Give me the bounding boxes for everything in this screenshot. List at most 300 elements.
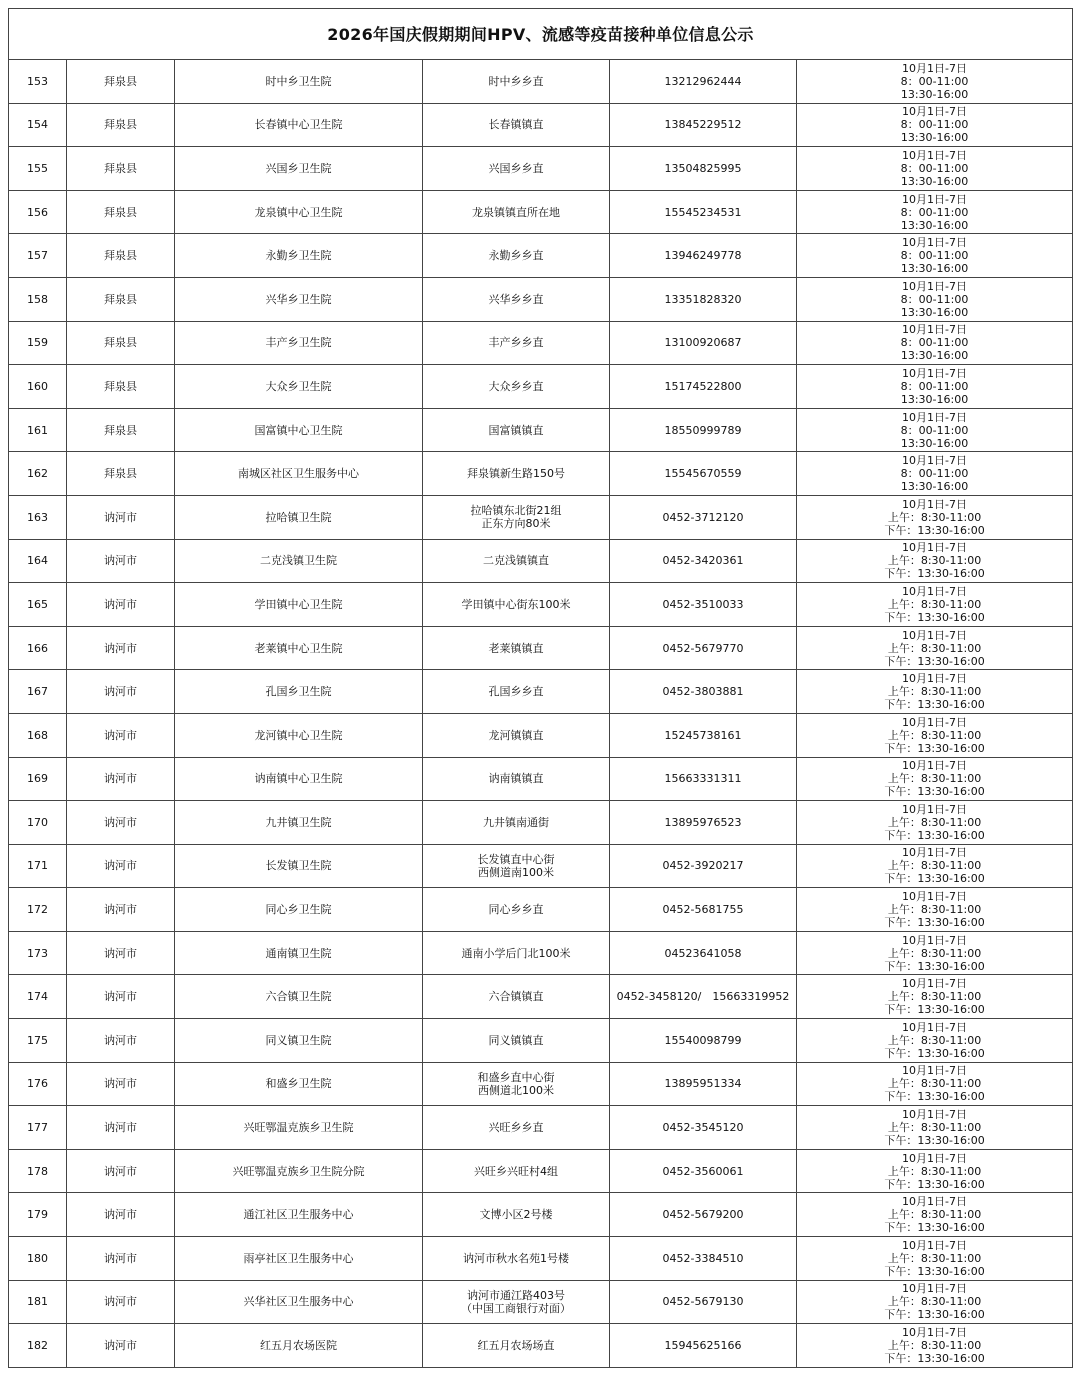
cell-county: 讷河市 [67, 888, 175, 932]
cell-address-line: 西侧道南100米 [478, 865, 554, 879]
cell-hours-line: 上午：8:30-11:00 [887, 859, 982, 873]
cell-address-line: 九井镇南通街 [483, 815, 549, 829]
cell-phone: 04523641058 [610, 931, 797, 975]
cell-hours-line: 8：00-11:00 [900, 292, 969, 306]
cell-address-line: 文博小区2号楼 [479, 1208, 553, 1222]
cell-county: 讷河市 [67, 844, 175, 888]
cell-unit-name: 兴华乡卫生院 [175, 277, 423, 321]
table-row [9, 801, 1073, 845]
cell-hours-line: 10月1日-7日 [902, 541, 967, 555]
cell-phone: 0452-3458120/ 15663319952 [610, 975, 797, 1019]
cell-unit-name: 通南镇卫生院 [175, 931, 423, 975]
cell-address-line: 二克浅镇镇直 [483, 554, 549, 568]
cell-county: 讷河市 [67, 1149, 175, 1193]
cell-number: 176 [9, 1062, 67, 1106]
cell-hours-line: 10月1日-7日 [902, 61, 967, 75]
cell-hours-line: 10月1日-7日 [902, 105, 967, 119]
cell-number: 170 [9, 801, 67, 845]
cell-phone: 0452-3510033 [610, 583, 797, 627]
cell-hours-line: 10月1日-7日 [902, 802, 967, 816]
cell-unit-name: 兴国乡卫生院 [175, 147, 423, 191]
cell-hours-line: 上午：8:30-11:00 [887, 1208, 982, 1222]
table-row [9, 495, 1073, 539]
cell-hours-line: 下午：13:30-16:00 [884, 741, 985, 755]
cell-number: 175 [9, 1019, 67, 1063]
cell-unit-name: 龙河镇中心卫生院 [175, 713, 423, 757]
cell-hours-line: 下午：13:30-16:00 [884, 523, 985, 537]
cell-hours-line: 10月1日-7日 [902, 279, 967, 293]
table-row [9, 277, 1073, 321]
table-row [9, 670, 1073, 714]
cell-hours-line: 上午：8:30-11:00 [887, 946, 982, 960]
cell-county: 拜泉县 [67, 234, 175, 278]
cell-county: 拜泉县 [67, 190, 175, 234]
cell-number: 160 [9, 365, 67, 409]
cell-address-line: 长发镇直中心街 [477, 852, 555, 866]
cell-hours-line: 下午：13:30-16:00 [884, 567, 985, 581]
cell-address [423, 495, 610, 539]
cell-address [423, 321, 610, 365]
cell-unit-name: 长春镇中心卫生院 [175, 103, 423, 147]
cell-hours-line: 13:30-16:00 [900, 392, 969, 406]
cell-address [423, 1106, 610, 1150]
cell-hours-line: 10月1日-7日 [902, 1282, 967, 1296]
cell-phone: 13845229512 [610, 103, 797, 147]
cell-phone: 0452-3920217 [610, 844, 797, 888]
cell-address-line: 学田镇中心街东100米 [461, 597, 571, 611]
cell-hours-line: 10月1日-7日 [902, 236, 967, 250]
cell-hours-line: 下午：13:30-16:00 [884, 872, 985, 886]
cell-county: 拜泉县 [67, 147, 175, 191]
cell-hours-line: 8：00-11:00 [900, 379, 969, 393]
cell-address [423, 1237, 610, 1281]
cell-address [423, 365, 610, 409]
cell-county: 讷河市 [67, 495, 175, 539]
cell-number: 178 [9, 1149, 67, 1193]
cell-address-line: 兴旺乡乡直 [488, 1121, 544, 1135]
table-row [9, 60, 1073, 104]
cell-hours-line: 下午：13:30-16:00 [884, 959, 985, 973]
cell-number: 162 [9, 452, 67, 496]
cell-hours [797, 626, 1073, 670]
cell-hours-line: 下午：13:30-16:00 [884, 610, 985, 624]
table-row [9, 713, 1073, 757]
cell-address-line: 丰产乡乡直 [488, 336, 544, 350]
cell-phone: 0452-3712120 [610, 495, 797, 539]
cell-address [423, 452, 610, 496]
cell-county: 讷河市 [67, 1193, 175, 1237]
cell-phone: 0452-5679130 [610, 1280, 797, 1324]
cell-number: 165 [9, 583, 67, 627]
cell-address [423, 1149, 610, 1193]
cell-hours-line: 上午：8:30-11:00 [887, 1295, 982, 1309]
cell-hours-line: 下午：13:30-16:00 [884, 1264, 985, 1278]
cell-address [423, 757, 610, 801]
cell-phone: 13100920687 [610, 321, 797, 365]
table-row [9, 1237, 1073, 1281]
table-row [9, 1019, 1073, 1063]
cell-county: 讷河市 [67, 1237, 175, 1281]
cell-hours-line: 下午：13:30-16:00 [884, 1221, 985, 1235]
cell-unit-name: 同心乡卫生院 [175, 888, 423, 932]
cell-hours [797, 60, 1073, 104]
cell-hours [797, 713, 1073, 757]
cell-county: 讷河市 [67, 670, 175, 714]
cell-hours [797, 583, 1073, 627]
cell-number: 182 [9, 1324, 67, 1368]
cell-number: 177 [9, 1106, 67, 1150]
cell-address [423, 888, 610, 932]
cell-hours-line: 10月1日-7日 [902, 454, 967, 468]
cell-hours-line: 10月1日-7日 [902, 584, 967, 598]
cell-number: 156 [9, 190, 67, 234]
cell-hours-line: 10月1日-7日 [902, 672, 967, 686]
cell-hours-line: 10月1日-7日 [902, 1108, 967, 1122]
cell-hours-line: 8：00-11:00 [900, 336, 969, 350]
cell-county: 讷河市 [67, 626, 175, 670]
table-row [9, 1106, 1073, 1150]
cell-address-line: 六合镇镇直 [488, 990, 544, 1004]
cell-address-line: 讷河市秋水名苑1号楼 [463, 1251, 569, 1265]
cell-hours-line: 下午：13:30-16:00 [884, 1046, 985, 1060]
cell-hours-line: 下午：13:30-16:00 [884, 1177, 985, 1191]
cell-hours-line: 下午：13:30-16:00 [884, 785, 985, 799]
cell-unit-name: 兴华社区卫生服务中心 [175, 1280, 423, 1324]
cell-hours-line: 10月1日-7日 [902, 192, 967, 206]
cell-phone: 15663331311 [610, 757, 797, 801]
table-row [9, 931, 1073, 975]
table-row [9, 147, 1073, 191]
cell-county: 讷河市 [67, 1280, 175, 1324]
cell-hours-line: 下午：13:30-16:00 [884, 1352, 985, 1366]
cell-county: 讷河市 [67, 757, 175, 801]
cell-hours-line: 10月1日-7日 [902, 846, 967, 860]
cell-hours [797, 321, 1073, 365]
cell-unit-name: 丰产乡卫生院 [175, 321, 423, 365]
cell-address-line: 兴华乡乡直 [488, 292, 544, 306]
cell-hours-line: 8：00-11:00 [900, 118, 969, 132]
cell-number: 161 [9, 408, 67, 452]
cell-phone: 13946249778 [610, 234, 797, 278]
cell-hours [797, 1193, 1073, 1237]
cell-hours-line: 上午：8:30-11:00 [887, 1164, 982, 1178]
cell-phone: 0452-5679770 [610, 626, 797, 670]
cell-address-line: 龙河镇镇直 [488, 728, 544, 742]
table-row [9, 103, 1073, 147]
cell-hours-line: 下午：13:30-16:00 [884, 1134, 985, 1148]
cell-hours-line: 下午：13:30-16:00 [884, 654, 985, 668]
cell-hours [797, 277, 1073, 321]
cell-county: 讷河市 [67, 801, 175, 845]
cell-phone: 13895976523 [610, 801, 797, 845]
cell-unit-name: 老莱镇中心卫生院 [175, 626, 423, 670]
cell-number: 174 [9, 975, 67, 1019]
cell-hours-line: 8：00-11:00 [900, 467, 969, 481]
cell-address-line: 国富镇镇直 [488, 423, 544, 437]
cell-county: 讷河市 [67, 1062, 175, 1106]
cell-address [423, 234, 610, 278]
cell-address-line: 同义镇镇直 [488, 1033, 544, 1047]
cell-unit-name: 拉哈镇卫生院 [175, 495, 423, 539]
cell-county: 拜泉县 [67, 452, 175, 496]
table-row [9, 844, 1073, 888]
cell-hours-line: 8：00-11:00 [900, 423, 969, 437]
cell-hours-line: 10月1日-7日 [902, 1064, 967, 1078]
cell-unit-name: 同义镇卫生院 [175, 1019, 423, 1063]
cell-phone: 0452-3545120 [610, 1106, 797, 1150]
cell-phone: 13212962444 [610, 60, 797, 104]
cell-hours-line: 上午：8:30-11:00 [887, 597, 982, 611]
cell-address [423, 713, 610, 757]
cell-number: 155 [9, 147, 67, 191]
cell-hours [797, 1019, 1073, 1063]
cell-phone: 0452-3803881 [610, 670, 797, 714]
cell-hours-line: 10月1日-7日 [902, 497, 967, 511]
cell-address-line: 大众乡乡直 [488, 379, 544, 393]
cell-address [423, 408, 610, 452]
table-row [9, 190, 1073, 234]
cell-hours-line: 下午：13:30-16:00 [884, 828, 985, 842]
cell-hours [797, 408, 1073, 452]
cell-phone: 13895951334 [610, 1062, 797, 1106]
cell-hours-line: 10月1日-7日 [902, 977, 967, 991]
cell-hours-line: 10月1日-7日 [902, 1020, 967, 1034]
cell-hours [797, 539, 1073, 583]
cell-unit-name: 雨亭社区卫生服务中心 [175, 1237, 423, 1281]
cell-address [423, 277, 610, 321]
cell-phone: 15945625166 [610, 1324, 797, 1368]
cell-hours-line: 13:30-16:00 [900, 262, 969, 276]
cell-unit-name: 龙泉镇中心卫生院 [175, 190, 423, 234]
cell-hours-line: 10月1日-7日 [902, 628, 967, 642]
cell-address-line: 和盛乡直中心街 [477, 1070, 555, 1084]
cell-county: 讷河市 [67, 1106, 175, 1150]
cell-address [423, 190, 610, 234]
vaccination-sites-sheet [8, 8, 1072, 1368]
cell-hours [797, 147, 1073, 191]
cell-number: 157 [9, 234, 67, 278]
cell-unit-name: 时中乡卫生院 [175, 60, 423, 104]
cell-hours-line: 13:30-16:00 [900, 218, 969, 232]
cell-address [423, 1019, 610, 1063]
cell-address-line: 孔国乡乡直 [488, 685, 544, 699]
table-row [9, 1324, 1073, 1368]
cell-county: 拜泉县 [67, 408, 175, 452]
cell-hours-line: 上午：8:30-11:00 [887, 772, 982, 786]
cell-address-line: 红五月农场场直 [477, 1339, 555, 1353]
cell-hours-line: 8：00-11:00 [900, 74, 969, 88]
cell-hours-line: 下午：13:30-16:00 [884, 916, 985, 930]
cell-unit-name: 九井镇卫生院 [175, 801, 423, 845]
cell-phone: 15540098799 [610, 1019, 797, 1063]
cell-hours [797, 801, 1073, 845]
cell-hours-line: 10月1日-7日 [902, 1238, 967, 1252]
cell-number: 167 [9, 670, 67, 714]
cell-address-line: 拉哈镇东北街21组 [470, 504, 562, 518]
table-row [9, 626, 1073, 670]
cell-hours-line: 上午：8:30-11:00 [887, 1077, 982, 1091]
cell-county: 拜泉县 [67, 103, 175, 147]
page-title: 2026年国庆假期期间HPV、流感等疫苗接种单位信息公示 [9, 9, 1073, 60]
cell-hours-line: 上午：8:30-11:00 [887, 1251, 982, 1265]
cell-number: 171 [9, 844, 67, 888]
cell-address [423, 1280, 610, 1324]
cell-county: 拜泉县 [67, 277, 175, 321]
cell-hours [797, 452, 1073, 496]
table-row [9, 975, 1073, 1019]
cell-hours-line: 上午：8:30-11:00 [887, 728, 982, 742]
cell-number: 172 [9, 888, 67, 932]
cell-address [423, 1324, 610, 1368]
cell-unit-name: 孔国乡卫生院 [175, 670, 423, 714]
cell-hours-line: 上午：8:30-11:00 [887, 554, 982, 568]
cell-hours-line: 8：00-11:00 [900, 161, 969, 175]
cell-phone: 18550999789 [610, 408, 797, 452]
cell-unit-name: 红五月农场医院 [175, 1324, 423, 1368]
cell-unit-name: 和盛乡卫生院 [175, 1062, 423, 1106]
table-row [9, 888, 1073, 932]
cell-hours-line: 上午：8:30-11:00 [887, 990, 982, 1004]
cell-hours [797, 844, 1073, 888]
cell-number: 163 [9, 495, 67, 539]
table-row [9, 1280, 1073, 1324]
cell-number: 168 [9, 713, 67, 757]
cell-address [423, 1062, 610, 1106]
cell-county: 讷河市 [67, 975, 175, 1019]
cell-unit-name: 六合镇卫生院 [175, 975, 423, 1019]
cell-address [423, 975, 610, 1019]
cell-number: 180 [9, 1237, 67, 1281]
cell-number: 159 [9, 321, 67, 365]
cell-hours [797, 190, 1073, 234]
cell-hours-line: 10月1日-7日 [902, 323, 967, 337]
cell-county: 讷河市 [67, 539, 175, 583]
cell-address [423, 844, 610, 888]
cell-hours-line: 8：00-11:00 [900, 249, 969, 263]
cell-hours-line: 10月1日-7日 [902, 410, 967, 424]
cell-address-line: 龙泉镇镇直所在地 [472, 205, 560, 219]
cell-hours [797, 975, 1073, 1019]
cell-hours-line: 10月1日-7日 [902, 148, 967, 162]
cell-number: 166 [9, 626, 67, 670]
table-row [9, 452, 1073, 496]
table-row [9, 365, 1073, 409]
cell-county: 讷河市 [67, 583, 175, 627]
cell-hours [797, 365, 1073, 409]
cell-unit-name: 学田镇中心卫生院 [175, 583, 423, 627]
cell-address-line: 正东方向80米 [481, 517, 551, 531]
cell-address [423, 147, 610, 191]
cell-unit-name: 南城区社区卫生服务中心 [175, 452, 423, 496]
cell-hours-line: 13:30-16:00 [900, 436, 969, 450]
cell-number: 154 [9, 103, 67, 147]
cell-hours-line: 下午：13:30-16:00 [884, 1090, 985, 1104]
cell-county: 拜泉县 [67, 60, 175, 104]
cell-address-line: 拜泉镇新生路150号 [467, 467, 565, 481]
table-row [9, 583, 1073, 627]
cell-address-line: 永勤乡乡直 [488, 249, 544, 263]
cell-hours-line: 上午：8:30-11:00 [887, 1033, 982, 1047]
cell-number: 169 [9, 757, 67, 801]
cell-hours [797, 888, 1073, 932]
cell-address [423, 583, 610, 627]
cell-phone: 13351828320 [610, 277, 797, 321]
vaccination-sites-table [8, 8, 1073, 1368]
cell-address-line: （中国工商银行对面） [461, 1301, 571, 1315]
cell-address-line: 老莱镇镇直 [488, 641, 544, 655]
cell-phone: 0452-3384510 [610, 1237, 797, 1281]
table-row [9, 321, 1073, 365]
cell-address-line: 长春镇镇直 [488, 118, 544, 132]
cell-hours [797, 1106, 1073, 1150]
cell-number: 173 [9, 931, 67, 975]
cell-hours [797, 234, 1073, 278]
cell-phone: 15545234531 [610, 190, 797, 234]
cell-hours-line: 10月1日-7日 [902, 1151, 967, 1165]
cell-hours-line: 上午：8:30-11:00 [887, 815, 982, 829]
cell-hours-line: 下午：13:30-16:00 [884, 698, 985, 712]
cell-phone: 15545670559 [610, 452, 797, 496]
cell-hours-line: 10月1日-7日 [902, 1326, 967, 1340]
table-body [9, 60, 1073, 1368]
cell-number: 164 [9, 539, 67, 583]
cell-hours-line: 10月1日-7日 [902, 715, 967, 729]
table-row [9, 1062, 1073, 1106]
cell-unit-name: 兴旺鄂温克族乡卫生院分院 [175, 1149, 423, 1193]
cell-hours-line: 10月1日-7日 [902, 1195, 967, 1209]
cell-hours-line: 13:30-16:00 [900, 480, 969, 494]
cell-county: 讷河市 [67, 713, 175, 757]
cell-address-line: 同心乡乡直 [488, 903, 544, 917]
cell-unit-name: 兴旺鄂温克族乡卫生院 [175, 1106, 423, 1150]
cell-hours-line: 上午：8:30-11:00 [887, 641, 982, 655]
cell-hours-line: 上午：8:30-11:00 [887, 1339, 982, 1353]
cell-hours-line: 13:30-16:00 [900, 131, 969, 145]
cell-hours [797, 1062, 1073, 1106]
cell-hours-line: 10月1日-7日 [902, 933, 967, 947]
cell-address [423, 1193, 610, 1237]
cell-number: 153 [9, 60, 67, 104]
cell-hours [797, 1237, 1073, 1281]
cell-address-line: 通南小学后门北100米 [461, 946, 571, 960]
cell-hours-line: 10月1日-7日 [902, 759, 967, 773]
cell-hours [797, 103, 1073, 147]
cell-phone: 13504825995 [610, 147, 797, 191]
cell-address [423, 626, 610, 670]
cell-unit-name: 永勤乡卫生院 [175, 234, 423, 278]
cell-hours [797, 757, 1073, 801]
cell-hours [797, 1280, 1073, 1324]
cell-address-line: 兴国乡乡直 [488, 161, 544, 175]
cell-unit-name: 通江社区卫生服务中心 [175, 1193, 423, 1237]
cell-hours-line: 13:30-16:00 [900, 174, 969, 188]
cell-phone: 0452-3420361 [610, 539, 797, 583]
cell-county: 讷河市 [67, 931, 175, 975]
cell-unit-name: 大众乡卫生院 [175, 365, 423, 409]
cell-phone: 15245738161 [610, 713, 797, 757]
cell-hours-line: 上午：8:30-11:00 [887, 903, 982, 917]
cell-address-line: 讷南镇镇直 [488, 772, 544, 786]
cell-phone: 15174522800 [610, 365, 797, 409]
table-row [9, 408, 1073, 452]
cell-unit-name: 讷南镇中心卫生院 [175, 757, 423, 801]
cell-phone: 0452-3560061 [610, 1149, 797, 1193]
cell-hours-line: 13:30-16:00 [900, 305, 969, 319]
cell-address [423, 539, 610, 583]
cell-hours-line: 10月1日-7日 [902, 890, 967, 904]
cell-hours-line: 下午：13:30-16:00 [884, 1308, 985, 1322]
cell-address-line: 兴旺乡兴旺村4组 [474, 1164, 558, 1178]
